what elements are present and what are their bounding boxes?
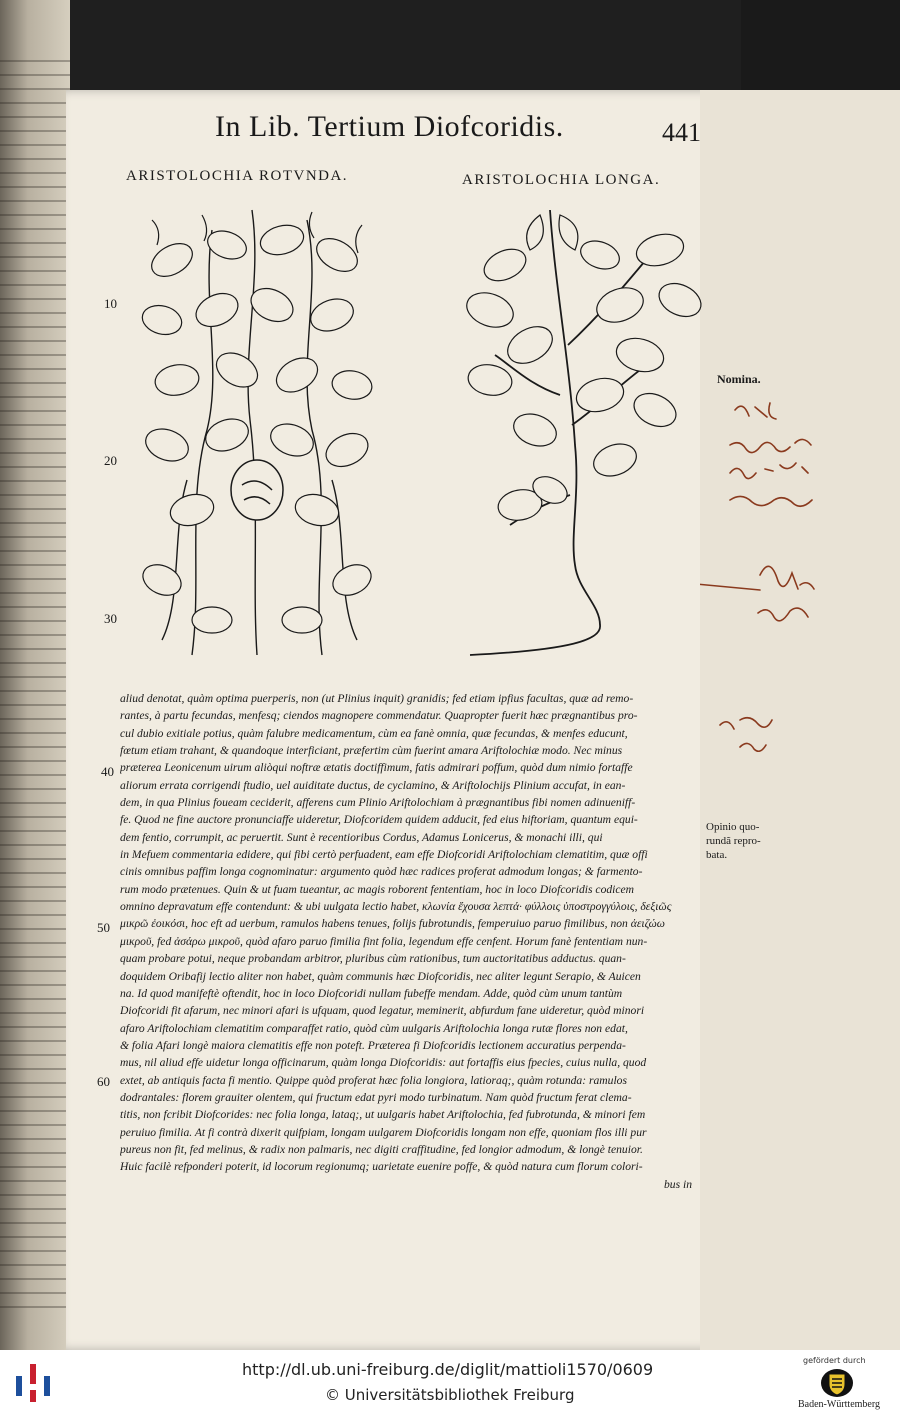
body-text-line: rantes, à partu fecundas, menfesq; ciendos magnopere commendatur. Quapropter fuerit hæc prægnantibus pro- xyxy=(120,709,638,723)
line-number: 50 xyxy=(97,920,110,935)
body-text-line: μικρῶ ἐοικόσι, hoc eft ad uerbum, ramulos habens tenues, folijs fubrotundis, femperuiuo paruo fimilibus, non ἀειζώω xyxy=(120,917,665,931)
body-text-line: aliorum errata corrigendi ftudio, uel auiditate ductus, de cyclamino, & Ariftolochijs Plinium accufat, in ean- xyxy=(120,778,626,792)
facing-page-text-lines xyxy=(0,60,70,1310)
body-text-line: peruiuo fimilia. At fi contrà dixerit quifpiam, longam uulgarem Diofcoridis longam non effe, quoniam flos illi pur xyxy=(120,1125,647,1139)
margin-note-line: rundã repro- xyxy=(706,835,761,847)
body-text-line: cul dubio exitiale potius, quàm falubre medicamentum, cùm ea fanè omnia, quæ fecundas, & menfes educunt, xyxy=(120,726,628,740)
line-number: 60 xyxy=(97,1074,110,1089)
body-text-line: rum modo prætenues. Quin & ut fuam tueantur, ac magis roborent fententiam, hoc in loco Diofcoridis codicem xyxy=(120,882,635,896)
line-number: 30 xyxy=(104,611,117,626)
baden-wuerttemberg-crest-icon xyxy=(820,1368,854,1398)
margin-note-nomina: Nomina. xyxy=(717,372,761,386)
page-number: 441 xyxy=(662,118,701,147)
margin-note-opinio xyxy=(706,820,776,862)
running-header: In Lib. Tertium Diofcoridis. xyxy=(215,110,564,143)
body-text-line: fe. Quod ne fine auctore pronunciaffe uideretur, Diofcoridem quidem adducit, fed eius hiftoriam, quantum equi- xyxy=(120,813,638,827)
body-text-line: titis, non fcribit Diofcorides: nec folia longa, lataq;, ut uulgaris habet Ariftolochia, fed fubrotunda, & minori fem xyxy=(120,1108,646,1122)
body-text-line: dem fentio, corrumpit, ac peruertit. Sunt è recentioribus Cordus, Adamus Lonicerus, & monachi illi, qui xyxy=(120,830,603,844)
line-number: 40 xyxy=(101,764,114,779)
margin-note-line: bata. xyxy=(706,849,728,861)
body-text-line: dem, in qua Plinius foueam ceciderit, afferens cum Plinio Ariftolochiam à prægnantibus fibi nomen adinueniff- xyxy=(120,796,636,810)
margin-note-line: Opinio quo- xyxy=(706,821,760,833)
body-text-line: μικροῦ, fed ἀσάρω μικροῦ, quòd afaro paruo fimilia fint folia, legendum effe cenfent. Horum fanè fententiam nun- xyxy=(120,934,648,948)
body-text-line: præterea Leonicenum uirum aliòqui noftræ ætatis doctiffimum, fatis admirari poffum, quòd dum nimio fortaffe xyxy=(120,761,633,775)
body-text-line: Diofcoridi fit afarum, nec minori afari is ufquam, quod legatur, meminerit, abfurdum fane uideretur, quòd minori xyxy=(120,1004,645,1018)
woodcut-aristolochia-rotunda xyxy=(132,200,382,660)
library-logo-icon xyxy=(14,1360,54,1406)
body-text xyxy=(120,690,702,1193)
figure-caption-longa: ARISTOLOCHIA LONGA. xyxy=(462,172,661,188)
viewer-footer xyxy=(0,1350,900,1414)
body-text-line: pureus non fit, fed melinus, & radix non palmaris, nec digiti craffitudine, fed longior admodum, & longè tenuior. xyxy=(120,1142,643,1156)
handwritten-annotations xyxy=(700,395,900,775)
body-text-line: omnino depravatum effe contendunt: & ubi uulgata lectio habet, κλωνία ἔχουσα λεπτά· φύλλοις ὑποστρογγύλοις, δεξιῶς xyxy=(120,900,672,914)
source-url-link[interactable]: http://dl.ub.uni-freiburg.de/diglit/mattioli1570/0609 xyxy=(242,1360,654,1379)
body-text-line: extet, ab antiquis facta fi mentio. Quippe quòd proferat hæc folia longiora, latioraq;, quàm rotunda: ramulos xyxy=(120,1073,627,1087)
figure-caption-rotunda: ARISTOLOCHIA ROTVNDA. xyxy=(126,168,349,184)
body-text-line: fœtum etiam trahant, & quandoque interficiant, præfertim cùm fuerint amara Ariftolochiæ modo. Nec minus xyxy=(120,744,623,758)
sponsor-name: Baden-Württemberg xyxy=(798,1399,881,1410)
body-text-line: aliud denotat, quàm optima puerperis, non (ut Plinius inquit) granidis; fed etiam ipfius facultas, quæ ad remo- xyxy=(120,692,634,705)
line-number: 10 xyxy=(104,296,117,311)
sponsor-label: gefördert durch xyxy=(803,1356,866,1365)
body-text-line: quam probare potui, neque probandam arbitror, pluribus cùm rationibus, tum auctoritatibus adductus. quan- xyxy=(120,952,626,966)
body-text-line: dodrantales: florem grauiter olentem, qui fructum edat pyri modo turbinatum. Nam quòd fructum ferat clema- xyxy=(120,1090,632,1104)
body-text-line: cinis omnibus paffim longa cognominatur: argumento quòd hæc radices proferat admodum longas; & farmento- xyxy=(120,865,643,879)
copyright-text: © Universitätsbibliothek Freiburg xyxy=(325,1386,575,1404)
body-text-line: na. Id quod manifeftè oftendit, hoc in loco Diofcoridi nullam fubeffe mendam. Adde, quòd cùm unum tantùm xyxy=(120,986,623,1000)
body-text-line: in Mefuem commentaria edidere, qui fibi certò perfuadent, eam effe Diofcoridi Ariftolochiam clematitim, quæ offi xyxy=(120,848,648,862)
body-text-line: Huic facilè refponderi poterit, id locorum regionumq; uarietate euenire poffe, & quòd natura cum florum colori- xyxy=(120,1160,643,1174)
facing-page-edge xyxy=(0,0,70,1350)
body-text-line: afaro Ariftolochiam clematitim comparaffet ratio, quòd cùm uulgaris Ariftolochia longa rutæ flores non edat, xyxy=(120,1021,628,1035)
body-text-line: mus, nil aliud effe uidetur longa officinarum, quàm longa Diofcoridis: aut fortaffis eius fpecies, cuius nulla, quod xyxy=(120,1056,647,1070)
body-text-line: doquidem Oribafij lectio aliter non habet, quàm communis hæc Diofcoridis, nec aliter legunt Serapio, & Auicen xyxy=(120,969,641,983)
woodcut-aristolochia-longa xyxy=(450,195,715,665)
body-text-line: bus in xyxy=(663,1177,692,1191)
body-text-line: & folia Afari longè maiora clematitis effe non poteft. Præterea fi Diofcoridis lectionem accuratius perpenda- xyxy=(120,1038,626,1052)
line-number: 20 xyxy=(104,453,117,468)
